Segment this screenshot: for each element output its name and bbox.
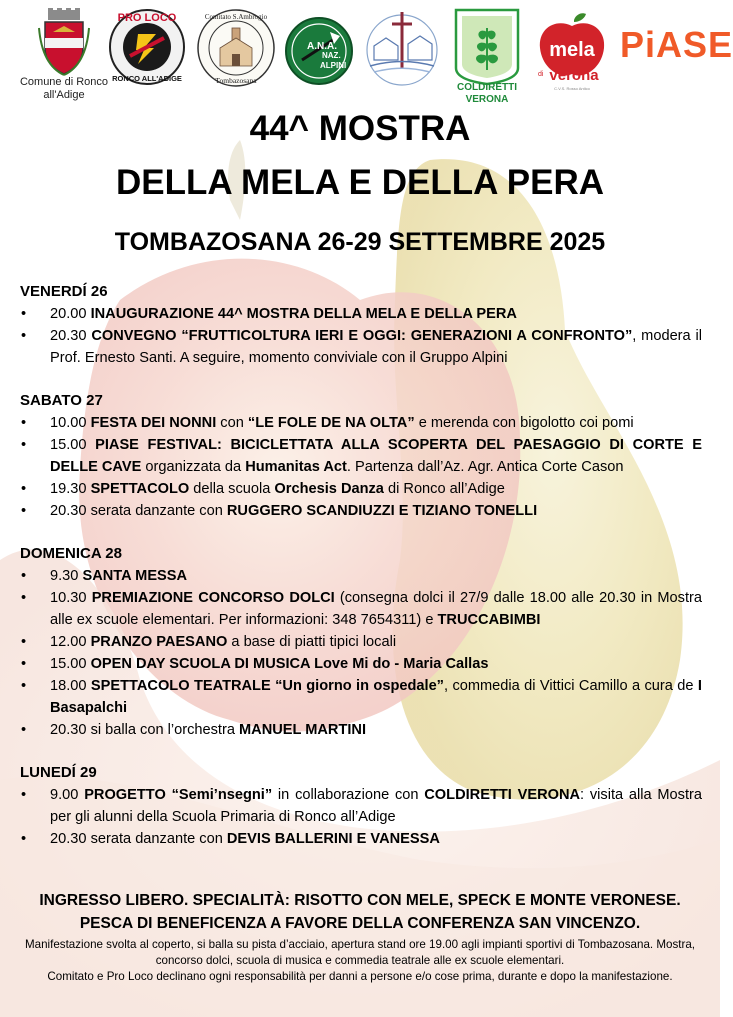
event-item: • 9.00 PROGETTO “Semi’nsegni” in collaborazione con COLDIRETTI VERONA: visita alla Mostra per gli alunni della Scuola Primaria di Ronco all’Adige xyxy=(20,784,702,828)
comune-caption-line1: Comune di Ronco xyxy=(19,76,109,88)
footer-highlights xyxy=(0,889,720,935)
footer-note: Manifestazione svolta al coperto, si balla su pista d’acciaio, apertura stand ore 19.00 agli impianti sportivi di Tombazosana. Mostra, concorso dolci, scuola di musica e commedia teatrale alle ex scuole elementari. xyxy=(24,938,695,967)
event-item: • 15.00 PIASE FESTIVAL: BICICLETTATA ALLA SCOPERTA DEL PAESAGGIO DI CORTE E DELLE CAVE organizzata da Humanitas Act. Partenza dall’Az. Agr. Antica Corte Cason xyxy=(20,434,702,478)
mela-small: C.V.S. Rosso Antico xyxy=(554,86,590,91)
day-heading-domenica: DOMENICA 28 xyxy=(20,545,122,562)
sponsor-logos xyxy=(0,6,733,114)
event-list-lunedi xyxy=(20,784,702,850)
comune-caption-line2: all'Adige xyxy=(43,89,85,101)
mela-verona-logo xyxy=(536,12,608,94)
mela-di: di xyxy=(538,71,544,78)
alpini-sub: NAZ. xyxy=(322,51,341,60)
footer-line2: PESCA DI BENEFICENZA A FAVORE DELLA CONFERENZA SAN VINCENZO. xyxy=(79,915,641,932)
comune-logo xyxy=(12,8,116,102)
mela-bottom: verona xyxy=(549,67,599,84)
event-item: • 18.00 SPETTACOLO TEATRALE “Un giorno in ospedale”, commedia di Vittici Camillo a cura de I Basapalchi xyxy=(20,675,702,719)
mela-top: mela xyxy=(549,39,595,61)
wheat-icon xyxy=(452,8,522,84)
event-item: • 19.30 SPETTACOLO della scuola Orchesis Danza di Ronco all’Adige xyxy=(20,478,702,500)
event-item: • 20.30 CONVEGNO “FRUTTICOLTURA IERI E OGGI: GENERAZIONI A CONFRONTO”, modera il Prof. Ernesto Santi. A seguire, momento conviviale con il Gruppo Alpini xyxy=(20,325,702,369)
day-heading-venerdi: VENERDÍ 26 xyxy=(20,283,108,300)
apple-icon xyxy=(536,12,608,94)
title-line2: DELLA MELA E DELLA PERA xyxy=(115,163,605,202)
alpini-text: A.N.A. xyxy=(307,41,337,52)
footer-notes xyxy=(14,937,706,985)
proloco-logo xyxy=(108,8,186,86)
title-line1: 44^ MOSTRA xyxy=(249,109,471,148)
event-item: • 10.00 FESTA DEI NONNI con “LE FOLE DE NA OLTA” e merenda con bigolotto coi pomi xyxy=(20,412,702,434)
event-item: • 20.00 INAUGURAZIONE 44^ MOSTRA DELLA MELA E DELLA PERA xyxy=(20,303,702,325)
coldiretti-label-line2: VERONA xyxy=(465,94,509,105)
event-item: • 9.30 SANTA MESSA xyxy=(20,565,702,587)
event-item: • 20.30 serata danzante con DEVIS BALLERINI E VANESSA xyxy=(20,828,702,850)
footer-line1: INGRESSO LIBERO. SPECIALITÀ: RISOTTO CON MELE, SPECK E MONTE VERONESE. xyxy=(39,892,681,909)
event-item: • 12.00 PRANZO PAESANO a base di piatti tipici locali xyxy=(20,631,702,653)
day-heading-sabato: SABATO 27 xyxy=(20,392,103,409)
proloco-text-top: PRO LOCO xyxy=(117,12,177,24)
footer-disclaimer: Comitato e Pro Loco declinano ogni responsabilità per danni a persone e/o cose prima, durante e dopo la manifestazione. xyxy=(47,970,673,983)
event-item: • 15.00 OPEN DAY SCUOLA DI MUSICA Love Mi do - Maria Callas xyxy=(20,653,702,675)
event-item: • 10.30 PREMIAZIONE CONCORSO DOLCI (consegna dolci il 27/9 dalle 18.00 alle 20.30 in Mostra alle ex scuole elementari. Per informazioni: 348 7654311) e TRUCCABIMBI xyxy=(20,587,702,631)
event-list-venerdi xyxy=(20,303,702,369)
title-line3: TOMBAZOSANA 26-29 SETTEMBRE 2025 xyxy=(114,228,606,256)
alpini-sub2: ALPINI xyxy=(320,61,347,70)
event-list-sabato xyxy=(20,412,702,522)
event-list-domenica xyxy=(20,565,702,741)
coldiretti-logo xyxy=(452,8,522,106)
alpini-logo xyxy=(284,16,354,86)
piase-logo: PiASE xyxy=(620,24,733,65)
event-program xyxy=(20,281,702,850)
coldiretti-label-line1: COLDIRETTI xyxy=(457,82,517,93)
event-item: • 20.30 serata danzante con RUGGERO SCANDIUZZI E TIZIANO TONELLI xyxy=(20,500,702,522)
comitato-logo xyxy=(196,8,276,88)
proloco-text-bottom: RONCO ALL'ADIGE xyxy=(112,74,182,83)
comitato-text-bottom: Tombazosana xyxy=(215,76,257,85)
parish-logo xyxy=(362,10,442,86)
coat-of-arms-icon xyxy=(39,8,89,76)
comitato-text-top: Comitato S.Ambrogio xyxy=(204,13,268,21)
event-item: • 20.30 si balla con l’orchestra MANUEL MARTINI xyxy=(20,719,702,741)
day-heading-lunedi: LUNEDÍ 29 xyxy=(20,764,97,781)
